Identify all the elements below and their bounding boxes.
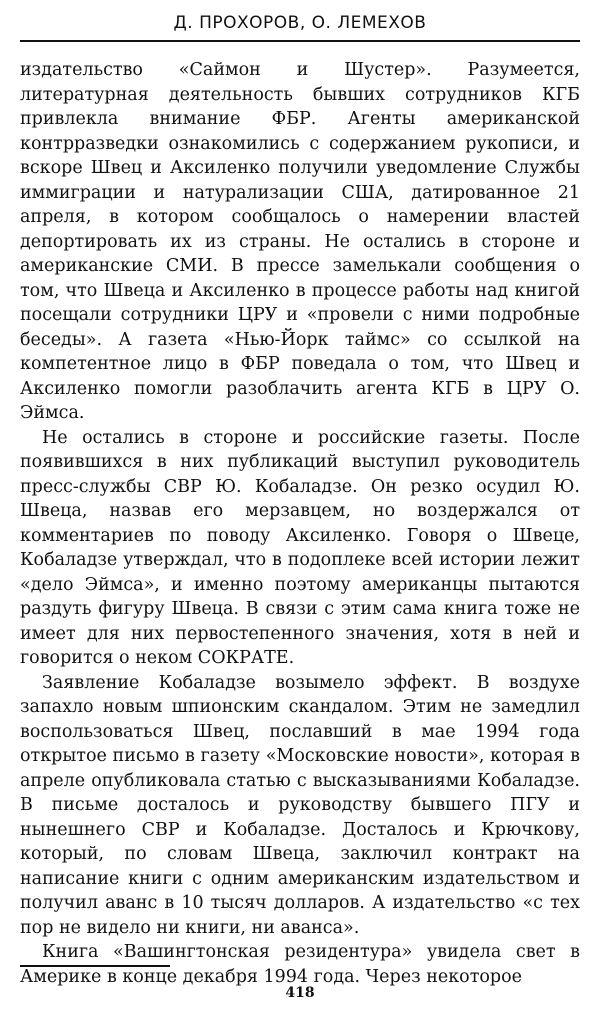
footnote-rule: [20, 965, 170, 967]
header-rule: [20, 40, 580, 42]
paragraph-2: Не остались в стороне и российские газеты. После появившихся в них публикаций выступил руководитель пресс-службы СВР Ю. Кобаладзе. Он резко осудил Ю. Швеца, назвав его мерзавцем, но воздержался от комментариев по поводу Аксиленко. Говоря о Швеце, Кобаладзе утверждал, что в подоплеке всей истории лежит «дело Эймса», и именно поэтому американцы пытаются раздуть фигуру Швеца. В связи с этим сама книга тоже не имеет для них первостепенного значения, хотя в ней и говорится о неком СОКРАТЕ.: [20, 427, 580, 668]
body-text: [20, 58, 580, 989]
page-number: 418: [285, 985, 315, 1001]
paragraph-4: Книга «Вашингтонская резидентура» увидела свет в Америке в конце декабря 1994 года. Через некоторое: [20, 942, 580, 987]
paragraph-1: издательство «Саймон и Шустер». Разумеется, литературная деятельность бывших сотрудников КГБ привлекла внимание ФБР. Агенты американской контрразведки ознакомились с содержанием рукописи, и вскоре Швец и Аксиленко получили уведомление Службы иммиграции и натурализации США, датированное 21 апреля, в котором сообщалось о намерении властей депортировать их из страны. Не остались в стороне и американские СМИ. В прессе замелькали сообщения о том, что Швеца и Аксиленко в процессе работы над книгой посещали сотрудники ЦРУ и «провели с ними подробные беседы». А газета «Нью-Йорк таймс» со ссылкой на компетентное лицо в ФБР поведала о том, что Швец и Аксиленко помогли разоблачить агента КГБ в ЦРУ О. Эймса.: [20, 60, 580, 423]
paragraph-3: Заявление Кобаладзе возымело эффект. В воздухе запахло новым шпионским скандалом. Этим не замедлил воспользоваться Швец, пославший в мае 1994 года открытое письмо в газету «Московские новости», которая в апреле опубликовала статью с высказываниями Кобаладзе. В письме досталось и руководству бывшего ПГУ и нынешнего СВР и Кобаладзе. Досталось и Крючкову, который, по словам Швеца, заключил контракт на написание книги с одним американским издательством и получил аванс в 10 тысяч долларов. А издательство «с тех пор не видело ни книги, ни аванса».: [20, 672, 580, 938]
running-head: Д. ПРОХОРОВ, О. ЛЕМЕХОВ: [173, 13, 427, 33]
